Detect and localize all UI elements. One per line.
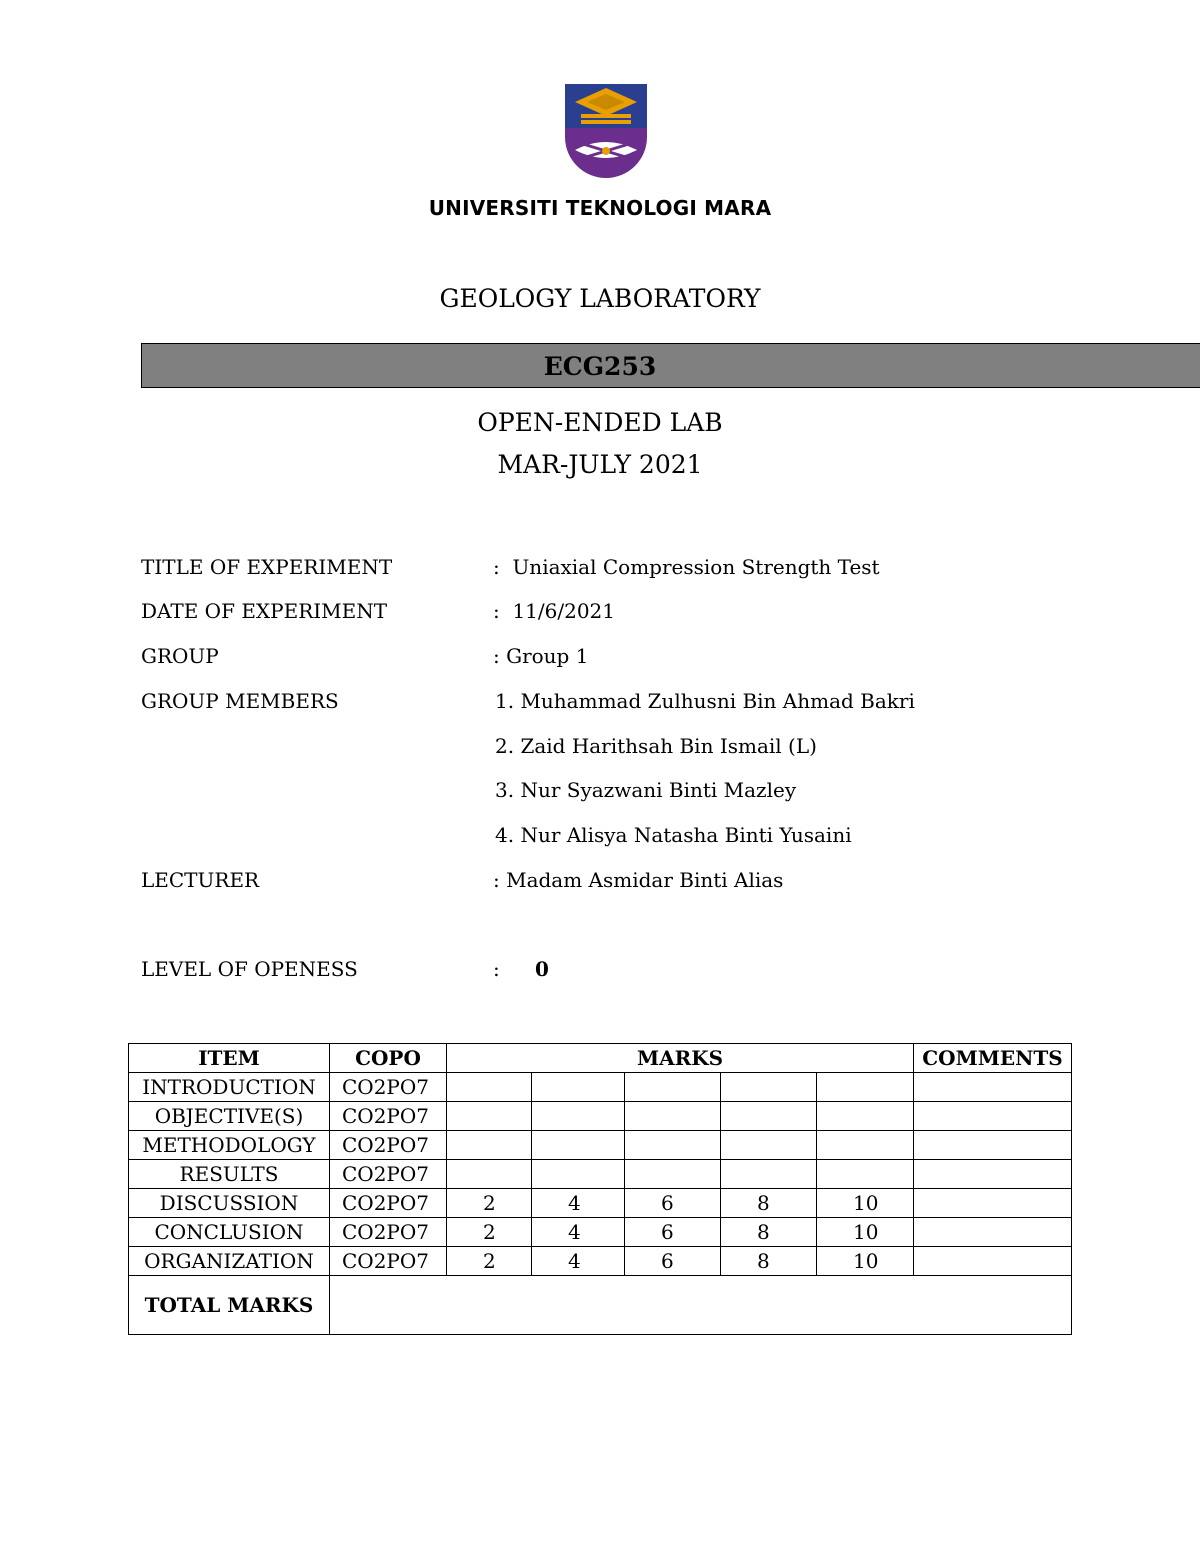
mark-cell[interactable] xyxy=(817,1131,914,1160)
mark-cell[interactable]: 6 xyxy=(625,1218,721,1247)
mark-cell[interactable] xyxy=(817,1160,914,1189)
row-copo: CO2PO7 xyxy=(330,1160,447,1189)
mark-cell[interactable] xyxy=(721,1073,817,1102)
mark-cell[interactable]: 4 xyxy=(532,1189,625,1218)
row-copo: CO2PO7 xyxy=(330,1131,447,1160)
row-item: DISCUSSION xyxy=(129,1189,330,1218)
row-item: METHODOLOGY xyxy=(129,1131,330,1160)
member-1: 1. Muhammad Zulhusni Bin Ahmad Bakri xyxy=(495,689,915,713)
mark-cell[interactable] xyxy=(532,1131,625,1160)
mark-cell[interactable] xyxy=(625,1160,721,1189)
comment-cell[interactable] xyxy=(914,1160,1072,1189)
mark-cell[interactable]: 8 xyxy=(721,1247,817,1276)
mark-cell[interactable] xyxy=(721,1160,817,1189)
mark-cell[interactable] xyxy=(447,1102,532,1131)
group-label: GROUP xyxy=(141,644,219,668)
comment-cell[interactable] xyxy=(914,1189,1072,1218)
row-item: OBJECTIVE(S) xyxy=(129,1102,330,1131)
row-copo: CO2PO7 xyxy=(330,1218,447,1247)
mark-cell[interactable]: 2 xyxy=(447,1218,532,1247)
row-item: ORGANIZATION xyxy=(129,1247,330,1276)
mark-cell[interactable] xyxy=(817,1102,914,1131)
row-copo: CO2PO7 xyxy=(330,1073,447,1102)
comment-cell[interactable] xyxy=(914,1218,1072,1247)
member-3: 3. Nur Syazwani Binti Mazley xyxy=(495,778,797,802)
mark-cell[interactable] xyxy=(447,1131,532,1160)
total-label: TOTAL MARKS xyxy=(129,1276,330,1335)
row-item: RESULTS xyxy=(129,1160,330,1189)
members-label: GROUP MEMBERS xyxy=(141,689,339,713)
header-marks: MARKS xyxy=(447,1044,914,1073)
marks-table xyxy=(128,1043,1072,1335)
mark-cell[interactable] xyxy=(625,1102,721,1131)
mark-cell[interactable] xyxy=(721,1102,817,1131)
table-row xyxy=(129,1189,1072,1218)
session: MAR-JULY 2021 xyxy=(497,450,703,479)
header-item: ITEM xyxy=(129,1044,330,1073)
lab-title: GEOLOGY LABORATORY xyxy=(439,284,761,313)
course-code: ECG253 xyxy=(543,352,657,381)
mark-cell[interactable]: 8 xyxy=(721,1218,817,1247)
row-copo: CO2PO7 xyxy=(330,1189,447,1218)
title-label: TITLE OF EXPERIMENT xyxy=(141,555,393,579)
comment-cell[interactable] xyxy=(914,1102,1072,1131)
mark-cell[interactable]: 10 xyxy=(817,1218,914,1247)
mark-cell[interactable]: 2 xyxy=(447,1189,532,1218)
group-value: : Group 1 xyxy=(493,644,589,668)
row-item: CONCLUSION xyxy=(129,1218,330,1247)
openness-colon: : xyxy=(493,957,500,981)
mark-cell[interactable]: 2 xyxy=(447,1247,532,1276)
comment-cell[interactable] xyxy=(914,1131,1072,1160)
total-row xyxy=(129,1276,1072,1335)
member-4: 4. Nur Alisya Natasha Binti Yusaini xyxy=(495,823,852,847)
openness-label: LEVEL OF OPENESS xyxy=(141,957,358,981)
row-copo: CO2PO7 xyxy=(330,1247,447,1276)
mark-cell[interactable]: 4 xyxy=(532,1218,625,1247)
row-item: INTRODUCTION xyxy=(129,1073,330,1102)
mark-cell[interactable] xyxy=(532,1160,625,1189)
row-copo: CO2PO7 xyxy=(330,1102,447,1131)
table-row xyxy=(129,1073,1072,1102)
lecturer-label: LECTURER xyxy=(141,868,260,892)
date-label: DATE OF EXPERIMENT xyxy=(141,599,388,623)
table-row xyxy=(129,1102,1072,1131)
mark-cell[interactable]: 4 xyxy=(532,1247,625,1276)
table-row xyxy=(129,1247,1072,1276)
mark-cell[interactable] xyxy=(447,1160,532,1189)
title-value: : Uniaxial Compression Strength Test xyxy=(493,555,880,579)
date-value: : 11/6/2021 xyxy=(493,599,616,623)
openness-value: 0 xyxy=(535,957,549,981)
table-row xyxy=(129,1160,1072,1189)
lecturer-value: : Madam Asmidar Binti Alias xyxy=(493,868,784,892)
mark-cell[interactable]: 6 xyxy=(625,1247,721,1276)
comment-cell[interactable] xyxy=(914,1247,1072,1276)
mark-cell[interactable]: 10 xyxy=(817,1189,914,1218)
uitm-logo xyxy=(563,82,649,182)
mark-cell[interactable]: 8 xyxy=(721,1189,817,1218)
mark-cell[interactable] xyxy=(721,1131,817,1160)
table-row xyxy=(129,1131,1072,1160)
comment-cell[interactable] xyxy=(914,1073,1072,1102)
header-comments: COMMENTS xyxy=(914,1044,1072,1073)
mark-cell[interactable] xyxy=(532,1102,625,1131)
mark-cell[interactable] xyxy=(817,1073,914,1102)
university-name: UNIVERSITI TEKNOLOGI MARA xyxy=(428,196,772,220)
mark-cell[interactable] xyxy=(532,1073,625,1102)
mark-cell[interactable] xyxy=(447,1073,532,1102)
mark-cell[interactable]: 10 xyxy=(817,1247,914,1276)
mark-cell[interactable] xyxy=(625,1131,721,1160)
mark-cell[interactable]: 6 xyxy=(625,1189,721,1218)
header-copo: COPO xyxy=(330,1044,447,1073)
lab-type: OPEN-ENDED LAB xyxy=(477,408,723,437)
mark-cell[interactable] xyxy=(625,1073,721,1102)
member-2: 2. Zaid Harithsah Bin Ismail (L) xyxy=(495,734,817,758)
table-row xyxy=(129,1218,1072,1247)
total-value-cell[interactable] xyxy=(330,1276,1072,1335)
table-header-row xyxy=(129,1044,1072,1073)
